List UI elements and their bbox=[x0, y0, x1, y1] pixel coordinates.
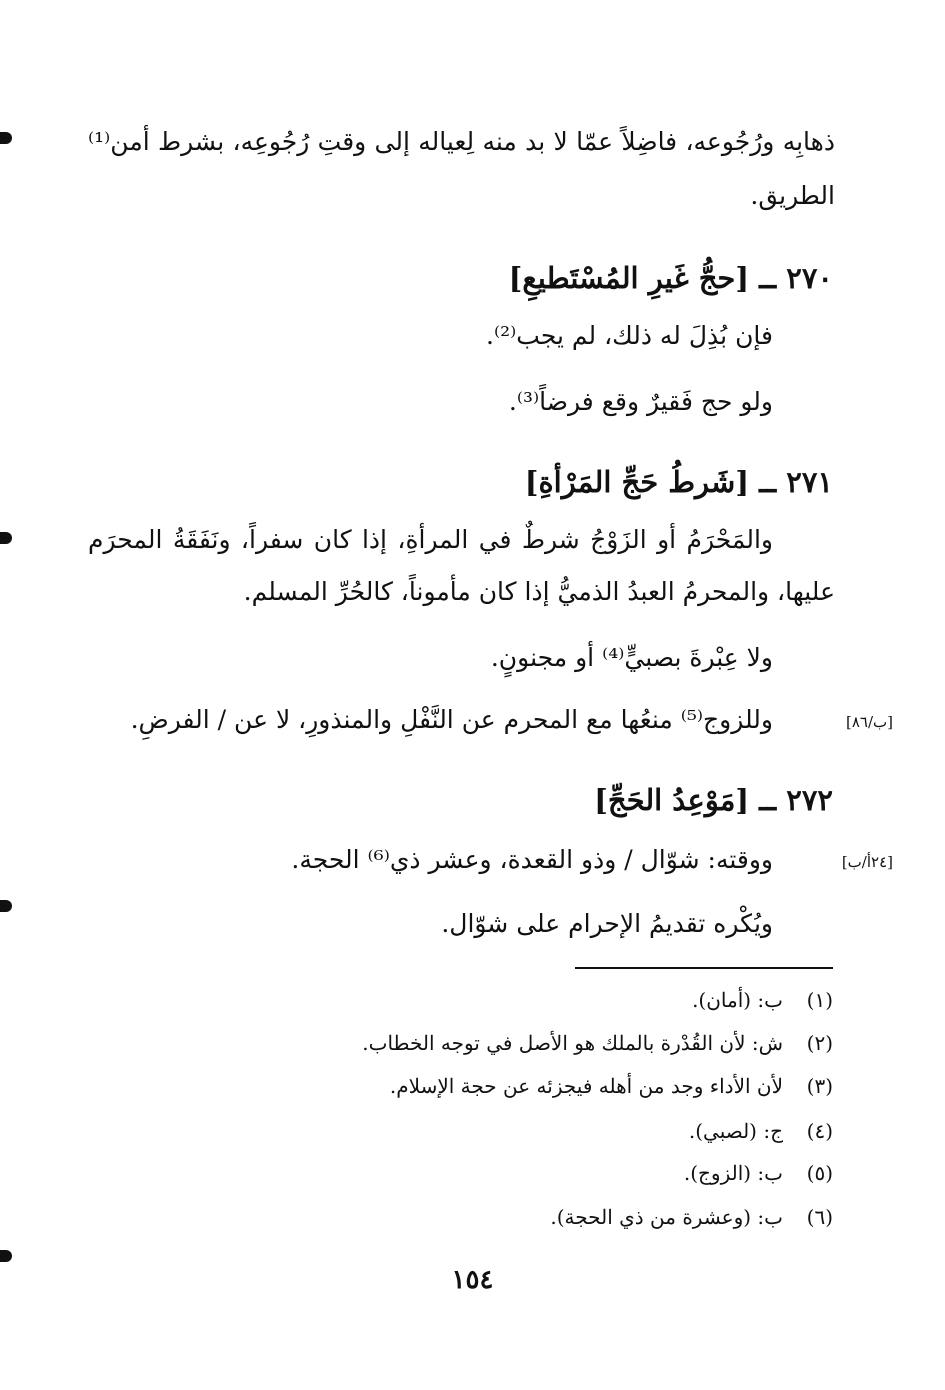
paragraph-line: الطريق. bbox=[750, 181, 835, 210]
paragraph-line: ذهابِه ورُجُوعه، فاضِلاً عمّا لا بد منه لِعياله إلى وقتِ رُجُوعِه، بشرط أمن⁽¹⁾ bbox=[88, 127, 835, 156]
footnote-text: ب: (الزوج). bbox=[683, 1161, 783, 1185]
footnote-text: ش: لأن القُدْرة بالملك هو الأصل في توجه الخطاب. bbox=[362, 1031, 783, 1055]
section-heading: ٢٧٢ ــ [مَوْعِدُ الحَجِّ] bbox=[594, 783, 833, 817]
footnote-number: (٣) bbox=[806, 1074, 833, 1098]
footnote-number: (٤) bbox=[806, 1119, 833, 1143]
margin-note: [٢٤أ/ب] bbox=[841, 853, 893, 871]
edge-tab-mark bbox=[0, 1250, 12, 1262]
footnote-text: لأن الأداء وجد من أهله فيجزئه عن حجة الإسلام. bbox=[389, 1074, 783, 1098]
margin-note: [ب/٨٦] bbox=[845, 713, 893, 731]
footnote-number: (١) bbox=[806, 988, 833, 1012]
paragraph-line: ولا عِبْرةَ بصبيٍّ⁽⁴⁾ أو مجنونٍ. bbox=[490, 643, 773, 672]
section-heading: ٢٧١ ــ [شَرطُ حَجِّ المَرْأةِ] bbox=[524, 465, 833, 499]
footnote-text: ب: (أمان). bbox=[692, 988, 783, 1012]
paragraph-line: والمَحْرَمُ أو الزَوْجُ شرطٌ في المرأةِ، إذا كان سفراً، ونَفَقَةُ المحرَم bbox=[88, 525, 773, 554]
footnote-number: (٦) bbox=[806, 1205, 833, 1229]
page-number: ١٥٤ bbox=[451, 1265, 494, 1295]
edge-tab-mark bbox=[0, 532, 12, 544]
section-heading: ٢٧٠ ــ [حجُّ غَيرِ المُسْتَطيعِ] bbox=[508, 261, 833, 295]
edge-tab-mark bbox=[0, 132, 12, 144]
footnote-number: (٢) bbox=[806, 1031, 833, 1055]
paragraph-line: ويُكْره تقديمُ الإحرام على شوّال. bbox=[441, 909, 773, 938]
footnote-number: (٥) bbox=[806, 1161, 833, 1185]
edge-tab-mark bbox=[0, 900, 12, 912]
paragraph-line: ووقته: شوّال / وذو القعدة، وعشر ذي⁽⁶⁾ الحجة. bbox=[291, 845, 773, 874]
footnote-text: ج: (لصبي). bbox=[688, 1119, 783, 1143]
paragraph-line: فإن بُذِلَ له ذلك، لم يجب⁽²⁾. bbox=[486, 321, 773, 350]
paragraph-line: وللزوج⁽⁵⁾ منعُها مع المحرم عن النَّفْلِ والمنذورِ، لا عن / الفرضِ. bbox=[130, 705, 773, 734]
paragraph-line: عليها، والمحرمُ العبدُ الذميُّ إذا كان مأموناً، كالحُرِّ المسلم. bbox=[243, 577, 835, 606]
paragraph-line: ولو حج فَقيرٌ وقع فرضاً⁽³⁾. bbox=[508, 387, 773, 416]
footnote-text: ب: (وعشرة من ذي الحجة). bbox=[550, 1205, 783, 1229]
footnote-divider bbox=[575, 967, 833, 969]
